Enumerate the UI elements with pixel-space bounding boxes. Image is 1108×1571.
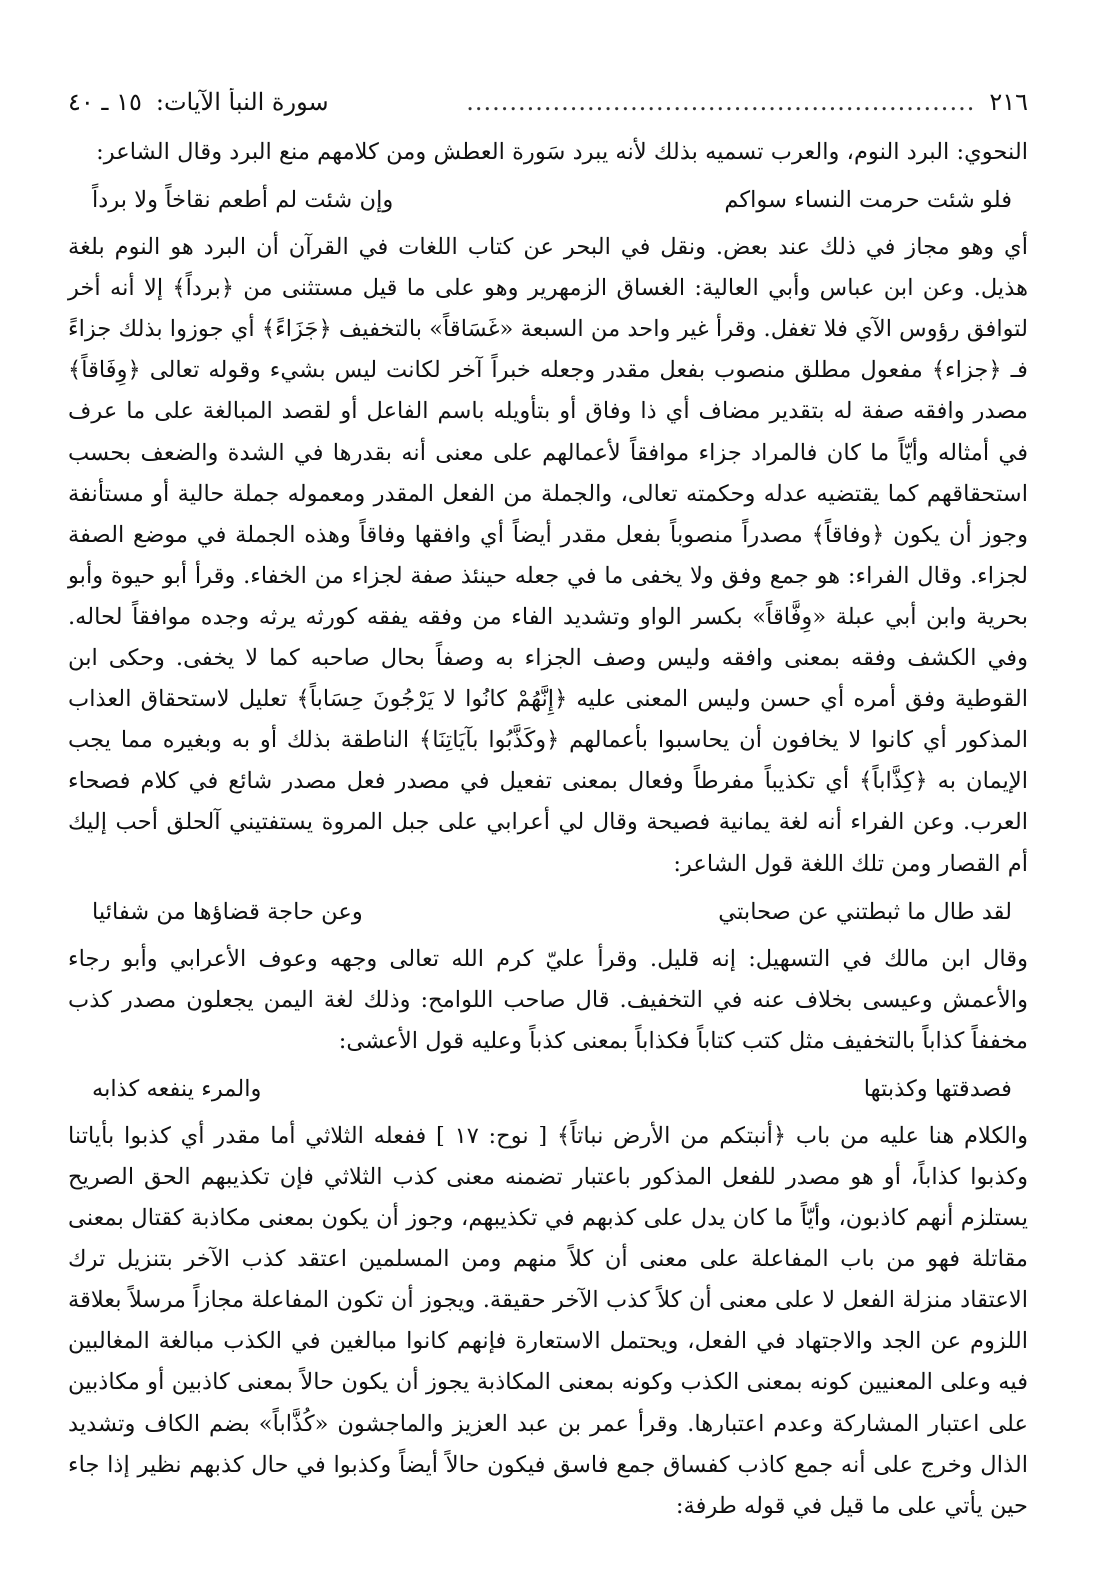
poem-hemistich-first: فلو شئت حرمت النساء سواكم <box>724 187 1012 214</box>
running-header <box>68 88 1028 132</box>
page-number: ٢١٦ <box>989 88 1028 116</box>
poem-hemistich-second: والمرء ينفعه كذابه <box>92 1075 262 1102</box>
paragraph: أي وهو مجاز في ذلك عند بعض. ونقل في البحر عن كتاب اللغات في القرآن أن البرد هو النوم بلغة هذيل. وعن ابن عباس وأبي العالية: الغساق الزمهرير وهو على ما قيل مستثنى من ﴿برداً﴾ إلا أنه أخر لتوافق رؤوس الآي فلا تغفل. وقرأ غير واحد من السبعة «غَسَاقاً» بالتخفيف ﴿جَزَاءً﴾ أي جوزوا بذلك جزاءً فـ ﴿جزاء﴾ مفعول مطلق منصوب بفعل مقدر وجعله خبراً آخر لكانت ليس بشيء وقوله تعالى ﴿وِفَاقاً﴾ مصدر وافقه صفة له بتقدير مضاف أي ذا وفاق أو بتأويله باسم الفاعل أو لقصد المبالغة على ما عرف في أمثاله وأيّاً ما كان فالمراد جزاء موافقاً لأعمالهم على معنى أنه بقدرها في الشدة والضعف بحسب استحقاقهم كما يقتضيه عدله وحكمته تعالى، والجملة من الفعل المقدر ومعموله جملة حالية أو مستأنفة وجوز أن يكون ﴿وفاقاً﴾ مصدراً منصوباً بفعل مقدر أيضاً أي وافقها وفاقاً وهذه الجملة في موضع الصفة لجزاء. وقال الفراء: هو جمع وفق ولا يخفى ما في جعله حينئذ صفة لجزاء من الخفاء. وقرأ أبو حيوة وأبو بحرية وابن أبي عبلة «وِفَّاقاً» بكسر الواو وتشديد الفاء من وفقه يفقه كورثه يرثه وجده موافقاً لحاله. وفي الكشف وفقه بمعنى وافقه وليس وصف الجزاء به وصفاً بحال صاحبه كما لا يخفى. وحكى ابن القوطية وفق أمره أي حسن وليس المعنى عليه ﴿إِنَّهُمْ كانُوا لا يَرْجُونَ حِسَاباً﴾ تعليل لاستحقاق العذاب المذكور أي كانوا لا يخافون أن يحاسبوا بأعمالهم ﴿وكَذَّبُوا بآيَاتِنَا﴾ الناطقة بذلك أو به وبغيره مما يجب الإيمان به ﴿كِذَّاباً﴾ أي تكذيباً مفرطاً وفعال بمعنى تفعيل في مصدر فعل مصدر شائع في كلام فصحاء العرب. وعن الفراء أنه لغة يمانية فصيحة وقال لي أعرابي على جبل المروة يستفتيني آلحلق أحب إليك أم القصار ومن تلك اللغة قول الشاعر: <box>68 234 1028 877</box>
surah-title: سورة النبأ الآيات: <box>155 88 329 116</box>
verse-range: ١٥ ـ ٤٠ <box>68 88 142 116</box>
poem-hemistich-second: وإن شئت لم أطعم نقاخاً ولا برداً <box>92 187 394 214</box>
paragraph: والكلام هنا عليه من باب ﴿أنبتكم من الأرض نباتاً﴾ [ نوح: ١٧ ] ففعله الثلاثي أما مقدر أي كذبوا بأياتنا وكذبوا كذاباً، أو هو مصدر للفعل المذكور باعتبار تضمنه معنى كذب الثلاثي فإن تكذيبهم الحق الصريح يستلزم أنهم كاذبون، وأيّاً ما كان يدل على كذبهم في تكذيبهم، وجوز أن يكون بمعنى مكاذبة كقتال بمعنى مقاتلة فهو من باب المفاعلة على معنى أن كلاً منهم ومن المسلمين اعتقد كذب الآخر بتنزيل ترك الاعتقاد منزلة الفعل لا على معنى أن كلاً كذب الآخر حقيقة. ويجوز أن تكون المفاعلة مجازاً مرسلاً بعلاقة اللزوم عن الجد والاجتهاد في الفعل، ويحتمل الاستعارة فإنهم كانوا مبالغين في الكذب مبالغة المغالبين فيه وعلى المعنيين كونه بمعنى الكذب وكونه بمعنى المكاذبة يجوز أن يكون حالاً بمعنى كاذبين أو مكاذبين على اعتبار المشاركة وعدم اعتبارها. وقرأ عمر بن عبد العزيز والماجشون «كُذَّاباً» بضم الكاف وتشديد الذال وخرج على أنه جمع كاذب كفساق جمع فاسق فيكون حالاً أيضاً وكذبوا في حال كذبهم نظير إذا جاء حين يأتي على ما قيل في قوله طرفة: <box>68 1122 1029 1519</box>
poem-verse <box>92 179 1012 221</box>
paragraph: وقال ابن مالك في التسهيل: إنه قليل. وقرأ عليّ كرم الله تعالى وجهه وعوف الأعرابي وأبو رجاء والأعمش وعيسى بخلاف عنه في التخفيف. قال صاحب اللوامح: وذلك لغة اليمن يجعلون مصدر كذب مخففاً كذاباً بالتخفيف مثل كتب كتاباً فكذاباً بمعنى كذباً وعليه قول الأعشى: <box>68 945 1028 1054</box>
poem-hemistich-second: وعن حاجة قضاؤها من شفائيا <box>92 898 363 925</box>
header-dot-leader: ........................................................... <box>466 88 976 116</box>
poem-verse <box>92 1068 1012 1110</box>
page-body <box>68 132 1028 1527</box>
poem-hemistich-first: لقد طال ما ثبطتني عن صحابتي <box>718 898 1012 925</box>
poem-verse <box>92 891 1012 933</box>
poem-hemistich-first: فصدقتها وكذبتها <box>863 1075 1012 1102</box>
paragraph: النحوي: البرد النوم، والعرب تسميه بذلك لأنه يبرد سَورة العطش ومن كلامهم منع البرد وقال الشاعر: <box>96 139 1028 165</box>
